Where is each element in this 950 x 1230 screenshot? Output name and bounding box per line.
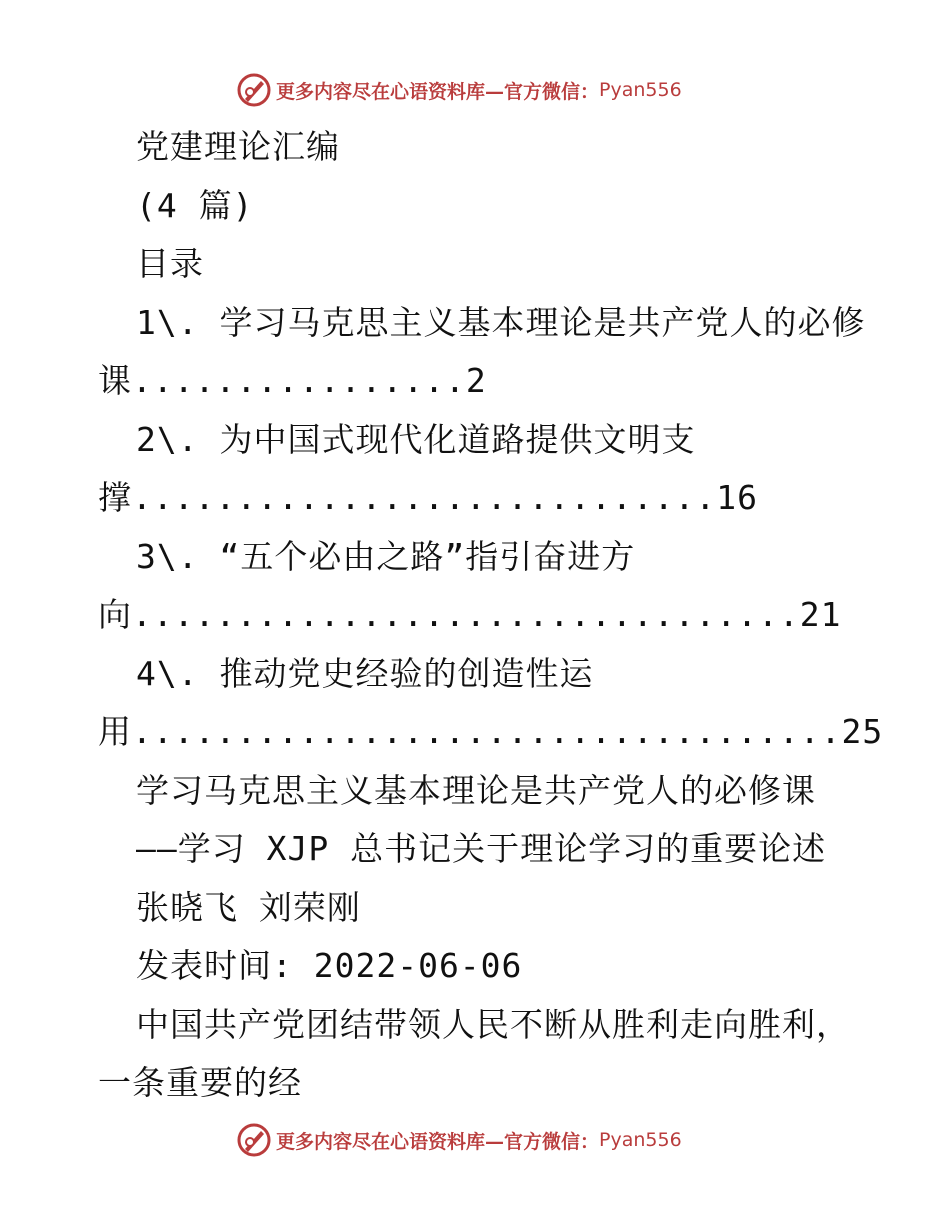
article-count: (4 篇) [136,186,254,225]
toc-entry-3-title: 3\. “五个必由之路”指引奋进方 [136,537,636,576]
article-publish-date: 发表时间: 2022-06-06 [136,946,523,985]
watermark-text: 更多内容尽在心语资料库—官方微信： [276,80,600,103]
article-body-line: 一条重要的经 [98,1063,302,1102]
toc-entry-2-page: 撑............................16 [98,478,759,517]
quill-pen-seal-icon [236,1122,272,1158]
article-body-line: 中国共产党团结带领人民不断从胜利走向胜利， [136,1005,850,1044]
watermark-wechat-id: Pyan556 [599,79,682,101]
header-watermark [236,72,682,108]
footer-watermark [236,1122,682,1158]
watermark-text: 更多内容尽在心语资料库—官方微信： [276,1130,600,1153]
toc-heading: 目录 [136,244,204,283]
article-authors: 张晓飞 刘荣刚 [136,888,361,927]
quill-pen-seal-icon [236,72,272,108]
toc-entry-1-page: 课................2 [98,361,487,400]
toc-entry-2-title: 2\. 为中国式现代化道路提供文明支 [136,420,696,459]
article-subtitle: ——学习 XJP 总书记关于理论学习的重要论述 [136,829,827,868]
toc-entry-4-title: 4\. 推动党史经验的创造性运 [136,654,594,693]
document-title: 党建理论汇编 [136,127,340,166]
watermark-wechat-id: Pyan556 [599,1129,682,1151]
article-title: 学习马克思主义基本理论是共产党人的必修课 [136,771,816,810]
toc-entry-4-page: 用..................................25 [98,712,884,751]
toc-entry-1-title: 1\. 学习马克思主义基本理论是共产党人的必修 [136,303,866,342]
toc-entry-3-page: 向................................21 [98,595,842,634]
